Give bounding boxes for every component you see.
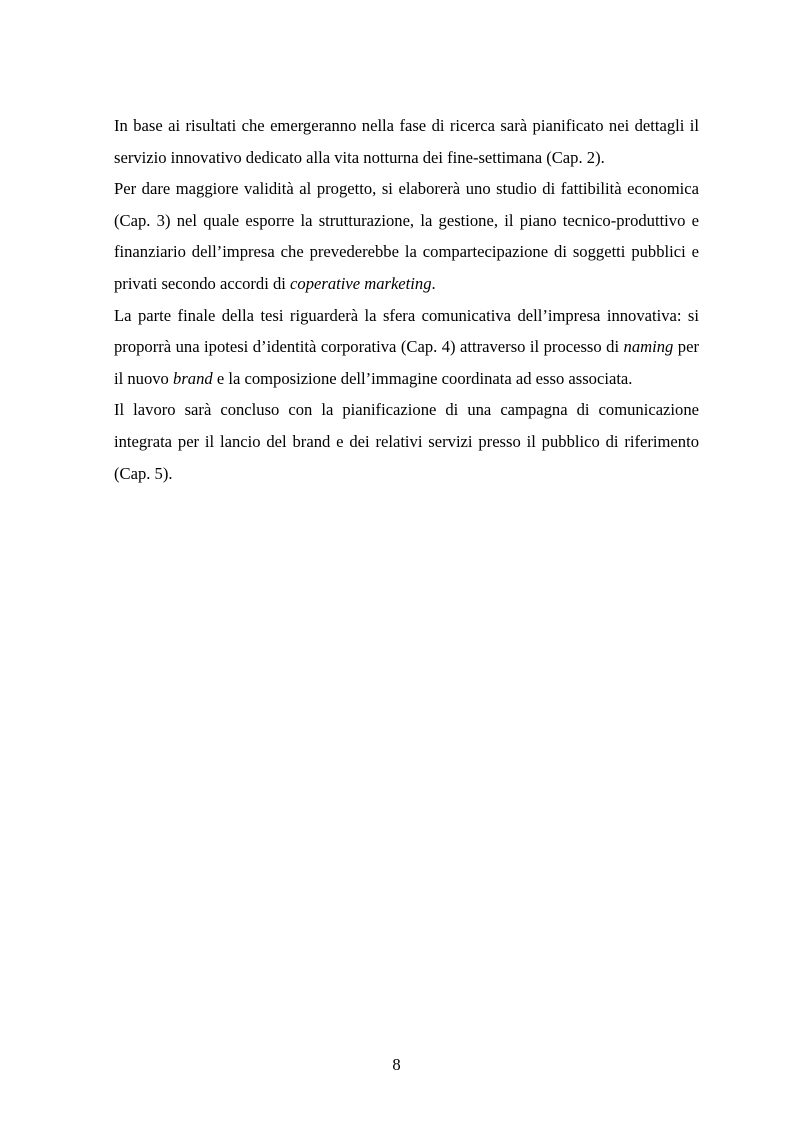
text-segment: In base ai risultati che emergeranno nella fase di ricerca sarà pianificato nei dettagli il servizio innovativo dedicato alla vita notturna dei fine-settimana (Cap. 2). — [114, 116, 699, 167]
text-segment: Per dare maggiore validità al progetto, si elaborerà uno studio di fattibilità economica (Cap. 3) nel quale esporre la strutturazione, la gestione, il piano tecnico-produttivo e finanziario dell’impresa che prevederebbe la compartecipazione di soggetti pubblici e privati secondo accordi di — [114, 179, 699, 293]
italic-term-naming: naming — [623, 337, 674, 357]
paragraph-cap-3 — [114, 173, 699, 299]
text-segment: per il nuovo — [114, 337, 699, 388]
text-segment: Il lavoro sarà concluso con la pianificazione di una campagna di comunicazione integrata per il lancio del brand e dei relativi servizi presso il pubblico di riferimento (Cap. 5). — [114, 400, 699, 483]
paragraph-cap-5 — [114, 394, 699, 489]
paragraph-cap-4 — [114, 300, 699, 395]
italic-term-brand: brand — [173, 368, 213, 388]
page-number: 8 — [392, 1055, 401, 1074]
paragraph-cap-2 — [114, 110, 699, 173]
text-segment: La parte finale della tesi riguarderà la sfera comunicativa dell’impresa innovativa: si proporrà una ipotesi d’identità corporativa (Cap. 4) attraverso il processo di — [114, 305, 699, 357]
text-segment: . — [431, 273, 436, 293]
text-segment: e la composizione dell’immagine coordinata ad esso associata. — [212, 368, 633, 388]
italic-term-coperative-marketing: coperative marketing — [290, 273, 432, 293]
page-body — [114, 110, 699, 489]
